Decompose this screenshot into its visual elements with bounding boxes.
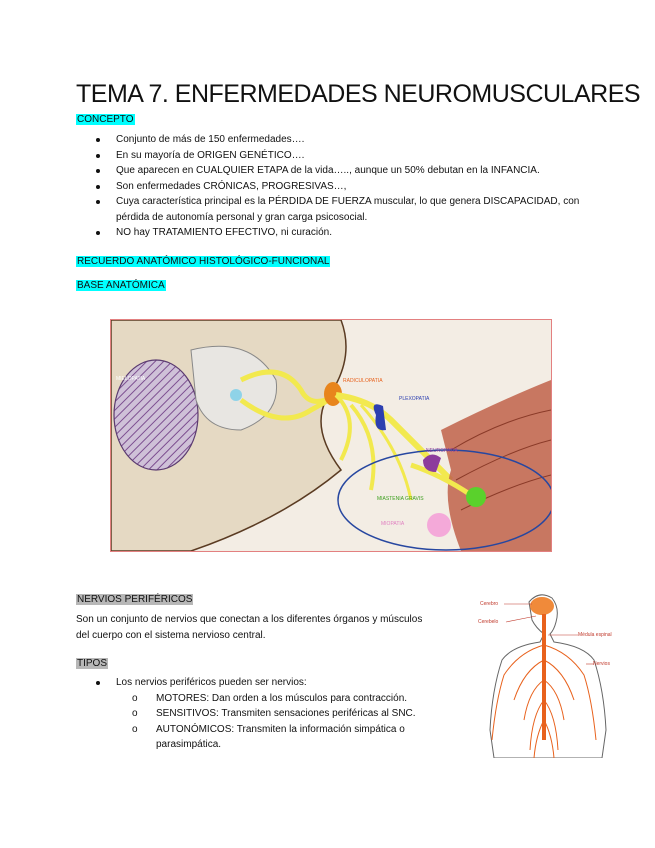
list-item: o AUTONÓMICOS: Transmiten la información simpática o parasimpática. — [116, 722, 456, 753]
concept-heading-text: CONCEPTO — [77, 114, 134, 125]
concept-list — [76, 132, 596, 241]
neuropatia-label: NEUROPATIA — [426, 448, 458, 454]
miopatia-label: MIOPATIA — [381, 521, 405, 527]
list-item: En su mayoría de ORIGEN GENÉTICO…. — [76, 148, 596, 164]
cerebelo-label: Cerebelo — [478, 619, 499, 625]
list-item: Cuya característica principal es la PÉRDIDA DE FUERZA muscular, lo que genera DISCAPACIDAD, con pérdida de autonomía personal y gran carga psicosocial. — [76, 194, 596, 225]
list-item: Son enfermedades CRÓNICAS, PROGRESIVAS…, — [76, 179, 596, 195]
list-item — [76, 675, 456, 753]
miopatia-marker — [427, 513, 451, 537]
recall-heading-text: RECUERDO ANATÓMICO HISTOLÓGICO-FUNCIONAL — [77, 256, 330, 267]
miastenia-label: MIASTENIA GRAVIS — [377, 496, 424, 502]
radiculopatia-label: RADICULOPATIA — [343, 378, 383, 384]
base-heading — [76, 275, 166, 293]
types-list — [76, 675, 456, 753]
recall-heading — [76, 251, 330, 269]
cerebro-label: Cerebro — [480, 601, 499, 607]
list-item: Conjunto de más de 150 enfermedades…. — [76, 132, 596, 148]
nervios-label: Nervios — [593, 661, 610, 667]
brain — [530, 597, 554, 615]
list-item: o MOTORES: Dan orden a los músculos para contracción. — [116, 691, 456, 707]
plexopatia-label: PLEXOPATIA — [399, 396, 430, 402]
list-item: Que aparecen en CUALQUIER ETAPA de la vida….., aunque un 50% debutan en la INFANCIA. — [76, 163, 596, 179]
medula-label: Médula espinal — [578, 632, 612, 638]
nervous-system-illustration — [474, 590, 624, 758]
anatomy-illustration — [111, 320, 551, 551]
anatomy-figure — [110, 319, 552, 552]
mielopatia-label: MIELOPATIA — [116, 376, 146, 382]
concept-heading — [76, 109, 135, 127]
page-title: TEMA 7. ENFERMEDADES NEUROMUSCULARES — [76, 80, 641, 108]
nervous-system-figure — [474, 590, 624, 758]
types-intro: Los nervios periféricos pueden ser nervios: — [116, 677, 307, 688]
types-heading — [76, 653, 108, 671]
types-heading-text: TIPOS — [77, 658, 108, 669]
miastenia-marker — [466, 487, 486, 507]
nerves-heading-text: NERVIOS PERIFÉRICOS — [77, 594, 193, 605]
nerves-paragraph: Son un conjunto de nervios que conectan a los diferentes órganos y músculos del cuerpo con el sistema nervioso central. — [76, 614, 423, 641]
list-item: o SENSITIVOS: Transmiten sensaciones periféricas al SNC. — [116, 706, 456, 722]
list-item: NO hay TRATAMIENTO EFECTIVO, ni curación. — [76, 225, 596, 241]
nerves-heading — [76, 589, 193, 607]
base-heading-text: BASE ANATÓMICA — [77, 280, 165, 291]
types-sublist — [116, 691, 456, 753]
